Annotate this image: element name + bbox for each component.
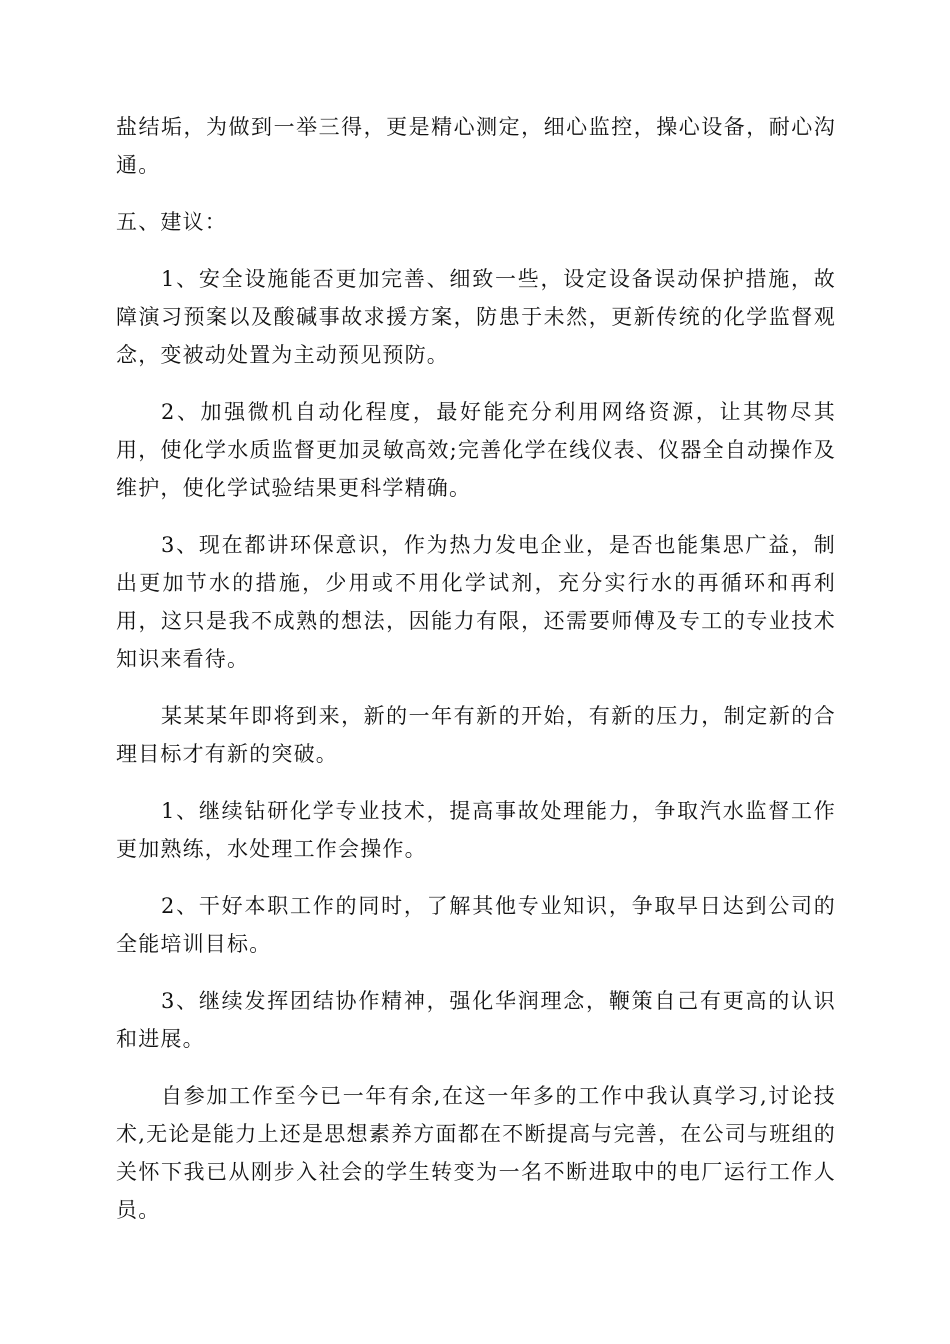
paragraph-continuation: 盐结垢，为做到一举三得，更是精心测定，细心监控，操心设备，耐心沟通。 xyxy=(116,115,836,177)
goal-item-1: 1、继续钻研化学专业技术，提高事故处理能力，争取汽水监督工作更加熟练，水处理工作会操作。 xyxy=(116,799,836,861)
closing-paragraph: 自参加工作至今已一年有余,在这一年多的工作中我认真学习,讨论技术,无论是能力上还是思想素养方面都在不断提高与完善，在公司与班组的关怀下我已从刚步入社会的学生转变为一名不断进取中的电厂运行工作人员。 xyxy=(116,1084,836,1222)
new-year-intro-paragraph: 某某某年即将到来，新的一年有新的开始，有新的压力，制定新的合理目标才有新的突破。 xyxy=(116,704,836,766)
goal-item-2: 2、干好本职工作的同时，了解其他专业知识，争取早日达到公司的全能培训目标。 xyxy=(116,894,836,956)
document-body xyxy=(116,108,836,1248)
suggestion-item-2: 2、加强微机自动化程度，最好能充分利用网络资源，让其物尽其用，使化学水质监督更加灵敏高效;完善化学在线仪表、仪器全自动操作及维护，使化学试验结果更科学精确。 xyxy=(116,400,836,500)
goal-item-3: 3、继续发挥团结协作精神，强化华润理念，鞭策自己有更高的认识和进展。 xyxy=(116,989,836,1051)
suggestion-item-1: 1、安全设施能否更加完善、细致一些，设定设备误动保护措施，故障演习预案以及酸碱事故求援方案，防患于未然，更新传统的化学监督观念，变被动处置为主动预见预防。 xyxy=(116,267,836,367)
suggestion-item-3: 3、现在都讲环保意识，作为热力发电企业，是否也能集思广益，制出更加节水的措施，少用或不用化学试剂，充分实行水的再循环和再利用，这只是我不成熟的想法，因能力有限，还需要师傅及专工的专业技术知识来看待。 xyxy=(116,533,836,671)
section-heading-suggestions: 五、建议： xyxy=(116,210,227,234)
